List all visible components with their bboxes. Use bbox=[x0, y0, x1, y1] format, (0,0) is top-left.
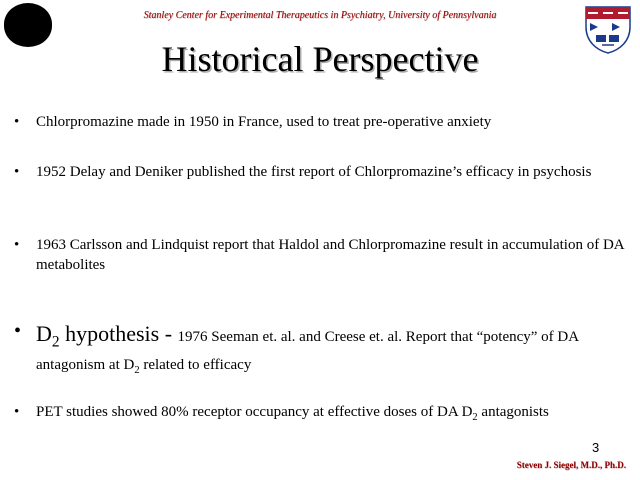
lead-prefix: D bbox=[36, 321, 52, 346]
bullet-text-a: 1976 Seeman et. al. and Creese et. al. Report that “potency” of DA antagonism at D bbox=[36, 329, 579, 374]
bullet-text-a: PET studies showed 80% receptor occupancy at effective doses of DA D bbox=[36, 404, 473, 420]
lead-subscript: 2 bbox=[51, 333, 60, 351]
bullet-subscript: 2 bbox=[134, 365, 140, 377]
bullet-item bbox=[14, 402, 634, 428]
bullet-dot-icon: • bbox=[14, 237, 20, 253]
institution-header: Stanley Center for Experimental Therapeutics in Psychiatry, University of Pennsylvania bbox=[143, 10, 497, 21]
bullet-text-b: related to efficacy bbox=[139, 357, 252, 374]
slide-title: Historical Perspective bbox=[161, 39, 479, 79]
bullet-text: 1963 Carlsson and Lindquist report that Haldol and Chlorpromazine result in accumulation of DA metabolites bbox=[36, 237, 624, 273]
page-number: 3 bbox=[592, 440, 600, 455]
bullet-item bbox=[14, 162, 634, 182]
bullet-item bbox=[14, 112, 634, 132]
bullet-item bbox=[14, 235, 634, 275]
bullet-text: 1952 Delay and Deniker published the first report of Chlorpromazine’s efficacy in psychosis bbox=[36, 164, 592, 180]
lead-suffix: hypothesis bbox=[59, 321, 160, 346]
author-credit: Steven J. Siegel, M.D., Ph.D. bbox=[516, 460, 626, 470]
bullet-text-b: antagonists bbox=[477, 404, 549, 420]
bullet-dot-icon: • bbox=[14, 320, 22, 342]
d2-hypothesis-label bbox=[36, 321, 178, 351]
bullet-dot-icon: • bbox=[14, 164, 20, 180]
bullet-text bbox=[36, 321, 634, 381]
bullet-item-d2 bbox=[14, 321, 634, 381]
bullet-text bbox=[36, 402, 634, 428]
bullet-dot-icon: • bbox=[14, 114, 20, 130]
bullet-dot-icon: • bbox=[14, 404, 20, 420]
lead-dash: - bbox=[159, 321, 178, 346]
bullet-subscript: 2 bbox=[472, 412, 478, 423]
bullet-text: Chlorpromazine made in 1950 in France, used to treat pre-operative anxiety bbox=[36, 114, 492, 130]
